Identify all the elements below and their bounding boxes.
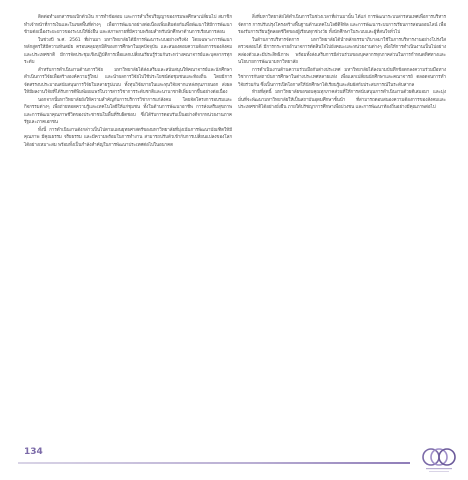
paragraph: สำหรับการดำเนินงานด้านการวิจัย มหาวิทยาลัยได้ส่งเสริมและสนับสนุนให้คณาจารย์และนักศึกษาดำเนินการวิจัยเพื่อสร้างองค์ความรู้ใหม่ และนำผลการวิจัยไปใช้ประโยชน์ต่อชุมชนและท้องถิ่น โดยมีการจัดสรรงบประมาณสนับสนุนการวิจัยในหลายรูปแบบ ทั้งทุนวิจัยภายในและทุนวิจัยจากแหล่งทุนภายนอก ส่งผลให้มีผลงานวิจัยที่ได้รับการตีพิมพ์เผยแพร่ในวารสารวิชาการระดับชาติและนานาชาติเพิ่มมากขึ้นอย่างต่อเนื่อง [24,67,232,95]
paragraph: ท้ายที่สุดนี้ มหาวิทยาลัยขอขอบคุณทุกภาคส่วนที่ให้การสนับสนุนการดำเนินงานด้วยดีเสมอมา และมุ่งมั่นที่จะพัฒนามหาวิทยาลัยให้เป็นสถาบันอุดมศึกษาชั้นนำ ที่สามารถตอบสนองความต้องการของสังคมและประเทศชาติได้อย่างยั่งยืน ภายใต้ปรัชญาการศึกษาเพื่อปวงชน และการพัฒนาท้องถิ่นอย่างมีคุณภาพต่อไป [238,90,446,110]
left-text-column [24,14,232,149]
footer-divider [18,462,410,464]
paragraph: ในด้านการบริหารจัดการ มหาวิทยาลัยได้นำหลักธรรมาภิบาลมาใช้ในการบริหารงานอย่างโปร่งใส ตรวจสอบได้ มีการกระจายอำนาจการตัดสินใจไปยังคณะและหน่วยงานต่างๆ เพื่อให้การดำเนินงานเป็นไปอย่างคล่องตัวและมีประสิทธิภาพ พร้อมทั้งส่งเสริมการมีส่วนร่วมของบุคลากรทุกภาคส่วนในการกำหนดทิศทางและนโยบายการพัฒนามหาวิทยาลัย [238,37,446,65]
page-number: 134 [24,447,43,457]
paragraph: การดำเนินงานด้านความร่วมมือกับต่างประเทศ มหาวิทยาลัยได้ลงนามบันทึกข้อตกลงความร่วมมือทางวิชาการกับสถาบันการศึกษาในต่างประเทศหลายแห่ง เพื่อแลกเปลี่ยนนักศึกษาและคณาจารย์ ตลอดจนการทำวิจัยร่วมกัน ซึ่งเป็นการเปิดโอกาสให้นักศึกษาได้เรียนรู้และสัมผัสกับประสบการณ์ในระดับสากล [238,67,446,88]
anniversary-logo-icon [420,444,458,476]
paragraph: นอกจากนี้มหาวิทยาลัยยังให้ความสำคัญกับการบริการวิชาการแก่สังคม โดยจัดโครงการอบรมและกิจกรรมต่างๆ เพื่อถ่ายทอดความรู้และเทคโนโลยีให้แก่ชุมชน ทั้งในด้านการพัฒนาอาชีพ การส่งเสริมสุขภาพ และการพัฒนาคุณภาพชีวิตของประชาชนในพื้นที่รับผิดชอบ ซึ่งได้รับการตอบรับเป็นอย่างดีจากหน่วยงานภาครัฐและภาคเอกชน [24,97,232,125]
paragraph: ในช่วงปี พ.ศ. 2561 ที่ผ่านมา มหาวิทยาลัยได้มีการพัฒนาระบบอย่างจริงจัง โดยเฉพาะการพัฒนาหลักสูตรให้มีความทันสมัย ครอบคลุมทุกมิติของการศึกษาในยุคปัจจุบัน และสนองตอบความต้องการของสังคมและประเทศชาติ มีการจัดประชุมเชิงปฏิบัติการเพื่อแลกเปลี่ยนเรียนรู้ร่วมกันระหว่างคณาจารย์และบุคลากรทุกระดับ [24,37,232,65]
right-text-column [238,14,446,112]
paragraph: สิ่งที่มหาวิทยาลัยได้ดำเนินการในช่วงเวลาที่ผ่านมานั้น ได้แก่ การพัฒนาระบบสารสนเทศเพื่อการบริหารจัดการ การปรับปรุงโครงสร้างพื้นฐานด้านเทคโนโลยีดิจิทัล และการพัฒนาระบบการเรียนการสอนออนไลน์ เพื่อรองรับการเรียนรู้ตลอดชีวิตของผู้เรียนทุกช่วงวัย ทั้งนักศึกษาในระบบและผู้ที่สนใจทั่วไป [238,15,446,35]
paragraph: ติดต่อทำเอกสารขอเบิกตัวเงิน การทำข้อสอบ และการสำเร็จปริญญาของกรมพลศึกษาเปลี่ยนไป สมาชิกทำเจ้าหน้าที่การเงินและในเขตพื้นที่ต่างๆ เพื่อการพัฒนาอย่างต่อเนื่องเพิ่มเติมต่อกันเพื่อพัฒนาให้มีการพัฒนาข้ามต่อเนื่องระยะยาวของระบบให้ยั่งยืน และสภาพกายที่มีความพร้อมสำหรับนักศึกษาด้านการเรียนการสอน [24,15,232,35]
paragraph: ทั้งนี้ การดำเนินงานดังกล่าวเป็นไปตามแผนยุทธศาสตร์ของมหาวิทยาลัยที่มุ่งเน้นการพัฒนาบัณฑิตให้มีคุณภาพ มีคุณธรรม จริยธรรม และมีความพร้อมในการทำงาน สามารถปรับตัวเข้ากับการเปลี่ยนแปลงของโลกได้อย่างเหมาะสม พร้อมทั้งเป็นกำลังสำคัญในการพัฒนาประเทศต่อไปในอนาคต [24,127,232,148]
